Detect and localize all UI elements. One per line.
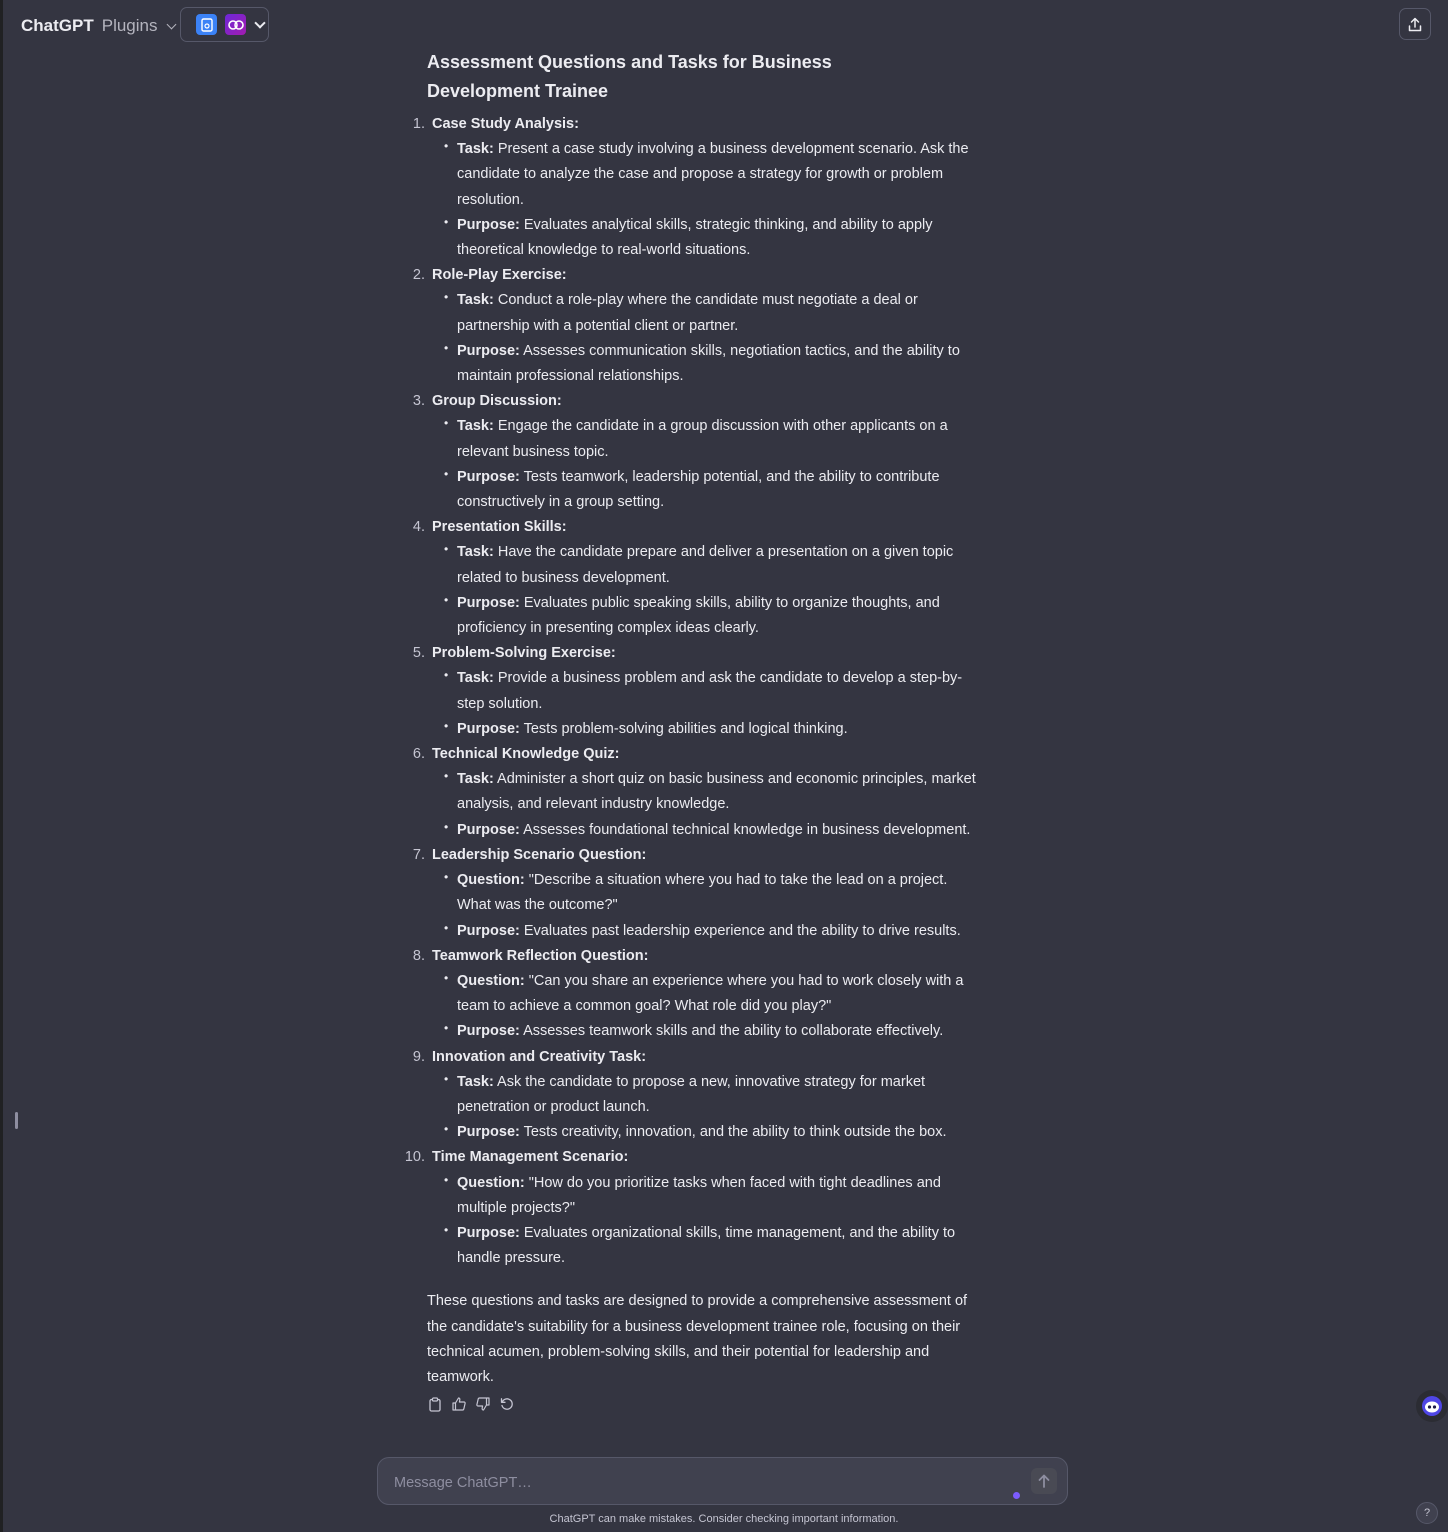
list-item: [412, 112, 983, 263]
list-number: 6.: [412, 746, 425, 763]
sub-item-label: Purpose:: [457, 216, 520, 233]
sub-list-item: [457, 1070, 983, 1120]
model-selector[interactable]: [21, 14, 175, 38]
sub-list-item: [457, 969, 983, 1019]
sub-list-item: [457, 1019, 983, 1044]
thumbs-down-button[interactable]: [475, 1395, 491, 1413]
sub-item-label: Task:: [457, 141, 494, 158]
copy-icon: [429, 1397, 441, 1412]
regenerate-button[interactable]: [499, 1395, 515, 1413]
list-item: [412, 944, 983, 1045]
list-item: [412, 742, 983, 843]
sub-item-text: Have the candidate prepare and deliver a presentation on a given topic related to business development.: [457, 544, 954, 586]
send-arrow-icon: [1038, 1474, 1050, 1488]
sub-item-text: Conduct a role-play where the candidate must negotiate a deal or partnership with a potential client or partner.: [457, 292, 918, 334]
sub-list: [432, 868, 983, 944]
sub-list-item: [457, 717, 983, 742]
sub-list-item: [457, 137, 983, 213]
help-button[interactable]: [1416, 1502, 1438, 1524]
sub-list-item: [457, 666, 983, 716]
sub-list-item: [457, 767, 983, 817]
copy-button[interactable]: [427, 1395, 443, 1413]
sub-item-text: Provide a business problem and ask the candidate to develop a step-by-step solution.: [457, 670, 963, 712]
list-item-title: Role-Play Exercise:: [432, 267, 567, 284]
list-number: 8.: [412, 947, 425, 964]
list-item: [412, 1045, 983, 1146]
sub-item-label: Task:: [457, 670, 494, 687]
sub-list-item: [457, 919, 983, 944]
sidebar-edge: [0, 0, 3, 1532]
sub-item-text: "Describe a situation where you had to take the lead on a project. What was the outcome?": [457, 872, 948, 914]
chevron-down-icon: [166, 19, 176, 29]
thumbs-down-icon: [476, 1397, 490, 1411]
sub-item-label: Purpose:: [457, 922, 520, 939]
sub-item-text: Assesses communication skills, negotiation tactics, and the ability to maintain professional relationships.: [457, 342, 960, 385]
model-mode: Plugins: [101, 16, 158, 35]
list-item-title: Innovation and Creativity Task:: [432, 1048, 647, 1065]
sub-list-item: [457, 1171, 983, 1221]
assistant-face-icon: [1421, 1395, 1443, 1417]
regenerate-icon: [500, 1397, 514, 1411]
sub-list-item: [457, 339, 983, 389]
list-number: 2.: [412, 267, 425, 284]
list-number: 1.: [412, 116, 425, 132]
sub-item-label: Purpose:: [457, 821, 520, 838]
message-actions: [427, 1395, 515, 1413]
sub-item-text: Evaluates organizational skills, time management, and the ability to handle pressure.: [457, 1224, 956, 1267]
sub-item-label: Question:: [457, 1174, 525, 1191]
list-item-title: Time Management Scenario:: [432, 1149, 629, 1166]
message-input[interactable]: [392, 1470, 996, 1496]
document-plugin-icon: [196, 14, 217, 35]
list-number: 5.: [412, 645, 425, 662]
sub-item-label: Purpose:: [457, 468, 520, 485]
model-name: ChatGPT: [21, 16, 94, 35]
sub-list-item: [457, 213, 983, 263]
sub-item-label: Task:: [457, 544, 494, 561]
sub-item-text: Evaluates analytical skills, strategic thinking, and ability to apply theoretical knowledge to real-world situations.: [457, 216, 933, 259]
sub-list: [432, 540, 983, 641]
sub-list-item: [457, 465, 983, 515]
sub-list: [432, 1070, 983, 1146]
list-item: [412, 389, 983, 515]
plugin-selector[interactable]: [180, 7, 269, 42]
sub-list: [432, 414, 983, 515]
sub-list-item: [457, 414, 983, 464]
share-icon: [1408, 17, 1422, 32]
list-item: [412, 263, 983, 389]
list-item-title: Presentation Skills:: [432, 519, 567, 536]
sub-item-text: "How do you prioritize tasks when faced with tight deadlines and multiple projects?": [457, 1174, 941, 1216]
top-bar: [0, 0, 1448, 52]
floating-assistant-button[interactable]: [1416, 1390, 1448, 1422]
sub-item-label: Task:: [457, 771, 494, 788]
thumbs-up-button[interactable]: [451, 1395, 467, 1413]
sub-item-text: Administer a short quiz on basic business and economic principles, market analysis, and relevant industry knowledge.: [457, 771, 976, 813]
sub-item-text: Ask the candidate to propose a new, innovative strategy for market penetration or product launch.: [457, 1073, 926, 1115]
assistant-message: [404, 48, 983, 1390]
sub-item-text: Assesses teamwork skills and the ability to collaborate effectively.: [519, 1023, 944, 1040]
sub-item-label: Purpose:: [457, 1124, 520, 1141]
sub-item-text: Tests teamwork, leadership potential, and the ability to contribute constructively in a group setting.: [457, 468, 940, 511]
thumbs-up-icon: [452, 1397, 466, 1411]
help-icon: ?: [1423, 1507, 1431, 1519]
sub-list-item: [457, 818, 983, 843]
list-item: [404, 1145, 983, 1271]
list-number: 9.: [412, 1048, 425, 1065]
sub-item-text: Evaluates public speaking skills, ability to organize thoughts, and proficiency in presenting complex ideas clearly.: [457, 594, 940, 637]
sub-item-text: Present a case study involving a business development scenario. Ask the candidate to analyze the case and propose a strategy for growth or problem resolution.: [457, 141, 969, 208]
share-button[interactable]: [1399, 8, 1431, 40]
message-title: Assessment Questions and Tasks for Business Development Trainee: [427, 52, 832, 101]
list-number: 7.: [412, 846, 425, 863]
sub-list-item: [457, 540, 983, 590]
list-item: [412, 843, 983, 944]
sidebar-toggle-handle[interactable]: [15, 1112, 18, 1129]
sub-list: [432, 969, 983, 1045]
status-dot: [1013, 1492, 1020, 1499]
sub-list: [432, 288, 983, 389]
sub-list: [432, 137, 983, 263]
send-button[interactable]: [1031, 1468, 1057, 1494]
list-item-title: Leadership Scenario Question:: [432, 846, 647, 863]
list-item-title: Technical Knowledge Quiz:: [432, 746, 620, 763]
sub-item-label: Purpose:: [457, 720, 520, 737]
list-item-title: Problem-Solving Exercise:: [432, 645, 616, 662]
sub-list: [432, 666, 983, 742]
sub-list-item: [457, 591, 983, 641]
sub-list: [432, 1171, 983, 1272]
sub-item-label: Purpose:: [457, 594, 520, 611]
sub-list-item: [457, 1221, 983, 1271]
disclaimer-text: ChatGPT can make mistakes. Consider checking important information.: [549, 1513, 899, 1525]
sub-item-label: Question:: [457, 972, 525, 989]
sub-list-item: [457, 288, 983, 338]
list-number: 4.: [412, 519, 425, 536]
sub-list-item: [457, 1120, 983, 1145]
sub-list: [432, 767, 983, 843]
list-item-title: Teamwork Reflection Question:: [432, 947, 649, 964]
list-number: 3.: [412, 393, 425, 410]
message-composer: [377, 1457, 1068, 1505]
sub-item-label: Task:: [457, 1073, 494, 1090]
sub-item-text: Evaluates past leadership experience and the ability to drive results.: [519, 922, 961, 939]
sub-item-text: "Can you share an experience where you had to work closely with a team to achieve a common goal? What role did you play?": [457, 972, 964, 1015]
sub-item-label: Task:: [457, 418, 494, 435]
sub-item-label: Purpose:: [457, 342, 520, 359]
sub-item-label: Task:: [457, 292, 494, 309]
assessment-list: [404, 112, 983, 1271]
sub-item-label: Purpose:: [457, 1224, 520, 1241]
link-plugin-icon: [225, 14, 246, 35]
sub-item-text: Tests creativity, innovation, and the ability to think outside the box.: [519, 1124, 947, 1141]
chevron-down-icon: [254, 17, 265, 28]
sub-item-text: Assesses foundational technical knowledge in business development.: [519, 821, 971, 838]
sub-item-label: Question:: [457, 872, 525, 889]
message-summary: These questions and tasks are designed to provide a comprehensive assessment of the candidate's suitability for a business development trainee role, focusing on their technical acumen, problem-solving skills, and their potential for leadership and teamwork.: [427, 1293, 968, 1385]
sub-item-label: Purpose:: [457, 1023, 520, 1040]
sub-list-item: [457, 868, 983, 918]
list-item: [412, 641, 983, 742]
sub-item-text: Engage the candidate in a group discussion with other applicants on a relevant business topic.: [457, 418, 948, 460]
sub-item-text: Tests problem-solving abilities and logical thinking.: [519, 720, 848, 737]
list-item-title: Group Discussion:: [432, 393, 562, 410]
list-number: 10.: [404, 1149, 425, 1166]
list-item: [412, 515, 983, 641]
list-item-title: Case Study Analysis:: [432, 116, 579, 132]
